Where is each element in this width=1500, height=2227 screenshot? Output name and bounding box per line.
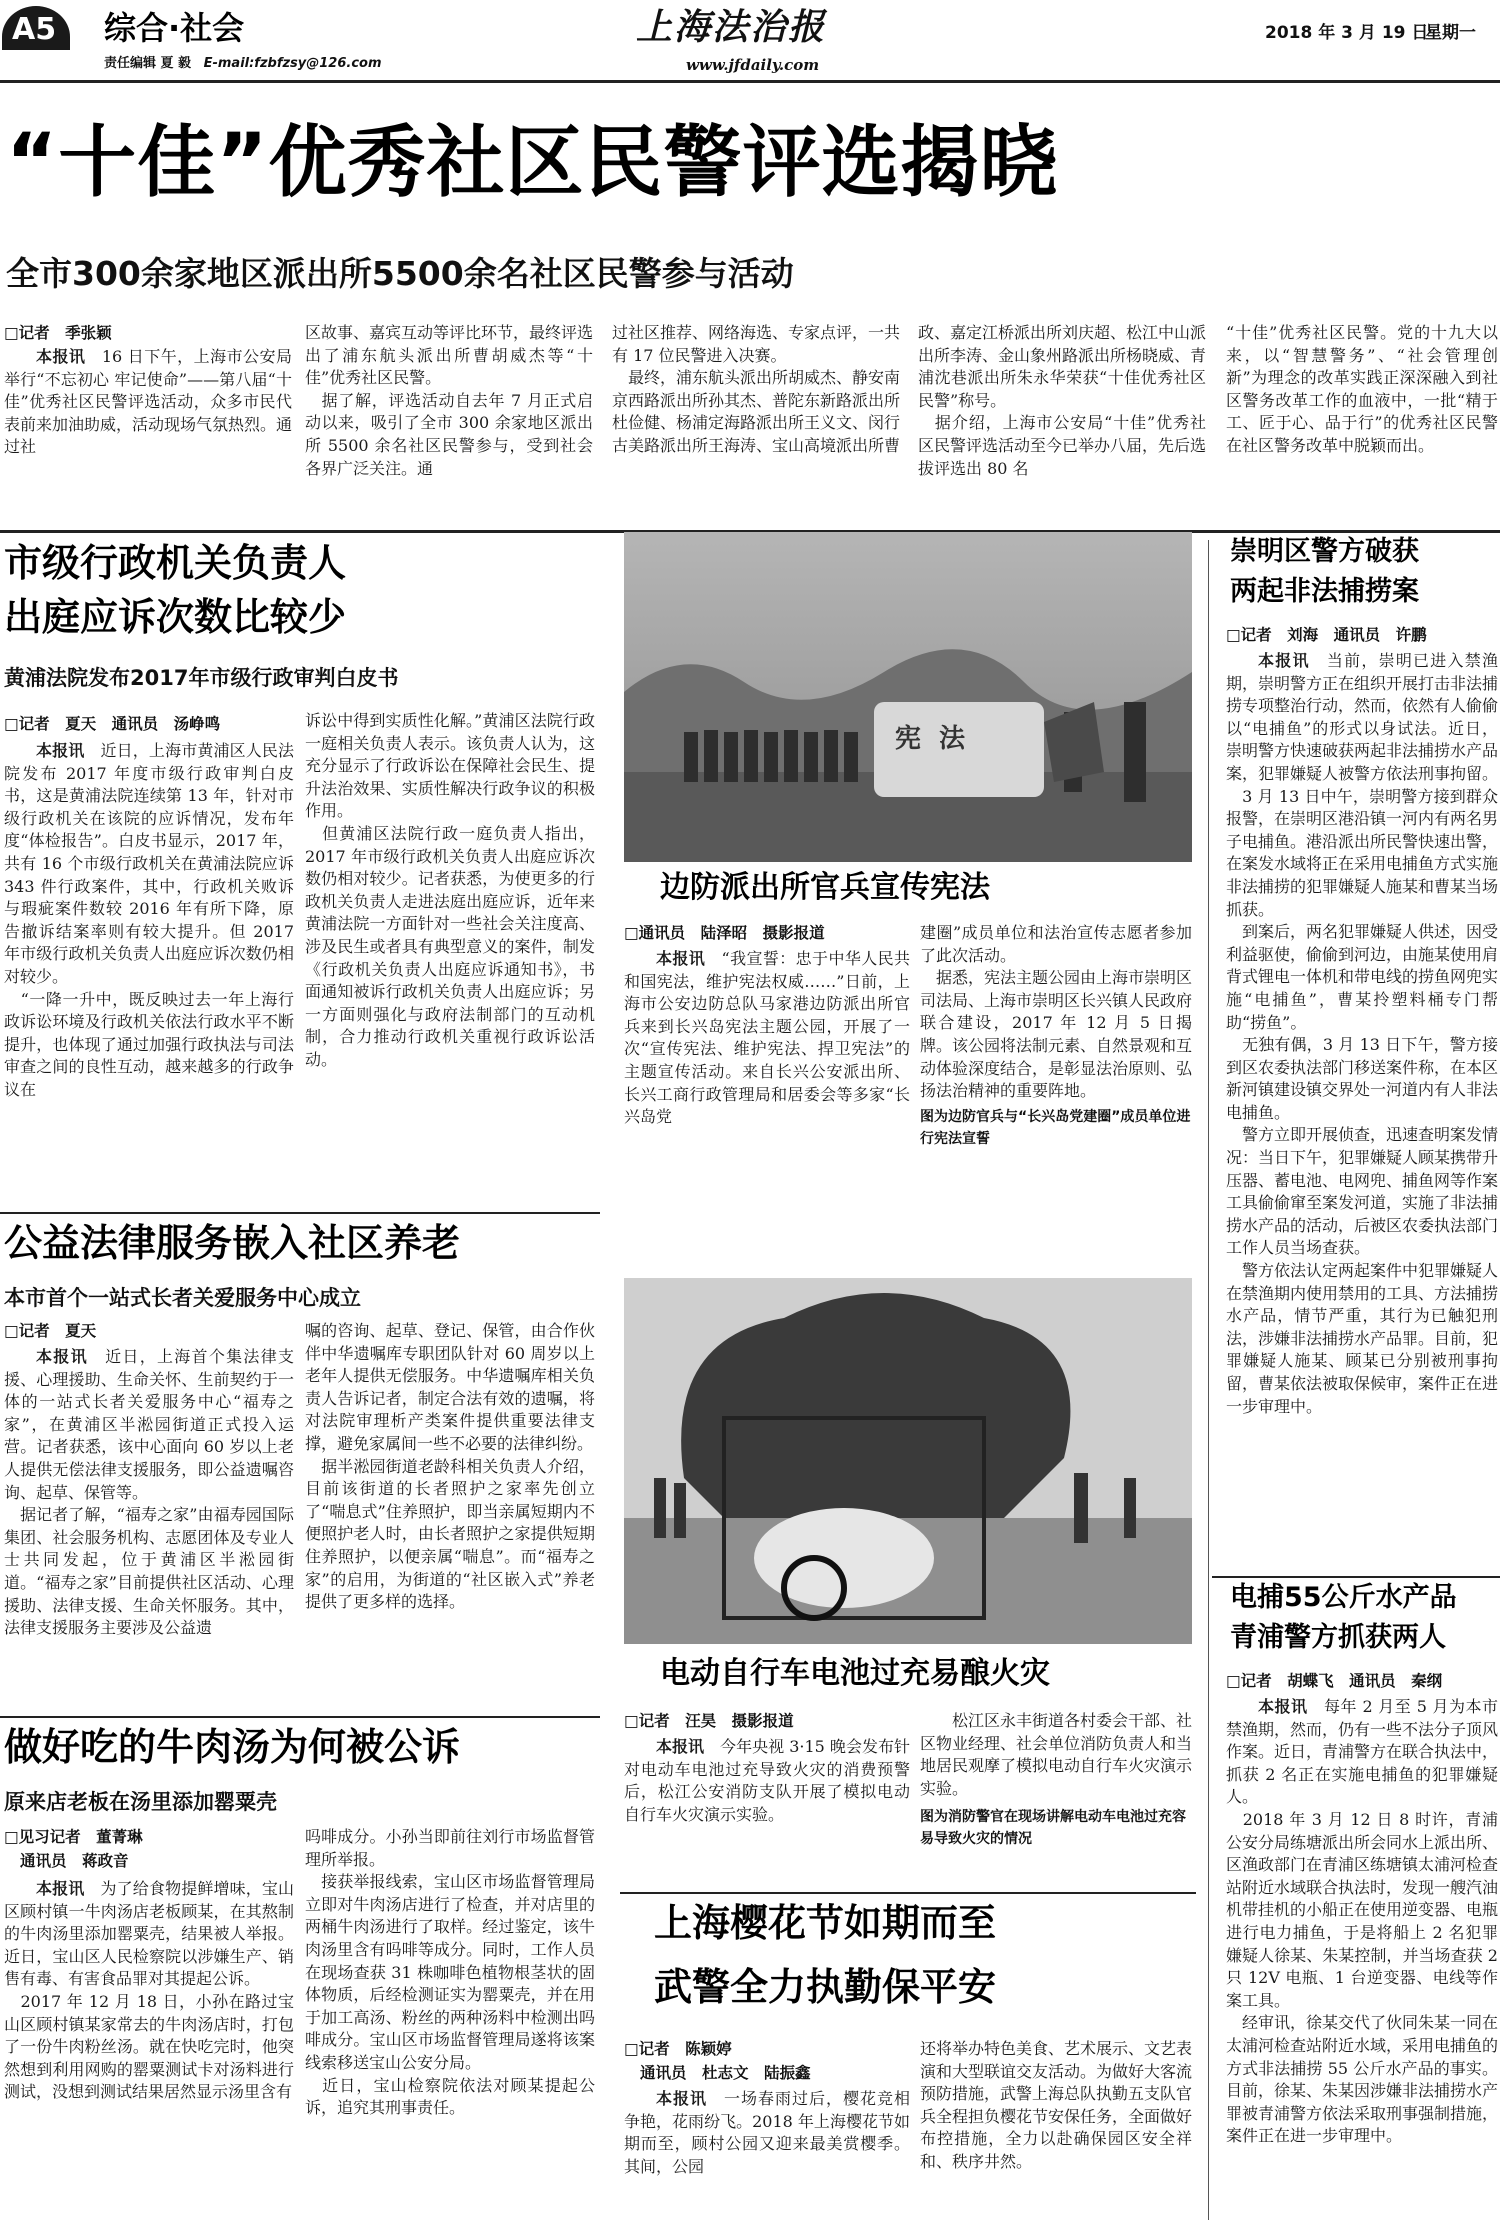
elder-headline: 公益法律服务嵌入社区养老 <box>4 1221 461 1265</box>
qingpu-headline-2: 青浦警方抓获两人 <box>1230 1622 1446 1653</box>
beef-byline-2: 通讯员 蒋政音 <box>20 1852 129 1870</box>
sakura-col-1-text: 本报讯 一场春雨过后，樱花竞相争艳，花雨纷飞。2018 年上海樱花节如期而至，顾村公园又迎来最美赏樱季。其间，公园 <box>624 2089 910 2176</box>
sakura-headline-2: 武警全力执勤保平安 <box>654 1965 997 2009</box>
photo2-caption: 图为消防警官在现场讲解电动车电池过充容易导致火灾的情况 <box>920 1809 1186 1847</box>
sakura-col-2 <box>920 2038 1192 2224</box>
elder-byline: □记者 夏天 <box>4 1322 97 1340</box>
sakura-top-rule <box>620 1892 1196 1894</box>
lead-col-1-text: 本报讯 16 日下午，上海市公安局举行“不忘初心 牢记使命”——第八届“十佳”优秀社区民警评选活动，众多市民代表前来加油助威，活动现场气氛热烈。通过社 <box>4 347 292 457</box>
photo1-headline: 边防派出所官兵宣传宪法 <box>660 870 990 905</box>
editor-name: 责任编辑 夏 毅 <box>104 56 192 71</box>
admin-byline: □记者 夏天 通讯员 汤峥鸣 <box>4 715 221 733</box>
photo1-col-2-text: 建圈”成员单位和法治宣传志愿者参加了此次活动。 据悉，宪法主题公园由上海市崇明区司法局、上海市崇明区长兴镇人民政府联合建设，2017 年 12 月 5 日揭牌。该公园将法制元素、自然景观和互动体验深度结合，是彰显法治原则、弘扬法治精神的重要阵地。 <box>920 923 1192 1101</box>
sakura-col-1 <box>624 2088 910 2224</box>
photo2-col-2 <box>920 1710 1192 1802</box>
photo-ebike-fire <box>624 1278 1192 1644</box>
beef-headline: 做好吃的牛肉汤为何被公诉 <box>4 1725 461 1769</box>
issue-weekday: 星期一 <box>1425 23 1476 43</box>
chongming-headline-2: 两起非法捕捞案 <box>1230 576 1419 607</box>
lead-col-5-text: “十佳”优秀社区民警。党的十九大以来，以“智慧警务”、“社会管理创新”为理念的改革实践正深深融入到社区警务改革工作的血液中，一批“精于工、匠于心、品于行”的优秀社区民警在社区警务改革中脱颖而出。 <box>1226 323 1498 455</box>
photo-constitution-stone-label: 宪法 <box>895 724 984 754</box>
right-column-divider <box>1208 540 1209 2220</box>
qingpu-body-text: 本报讯 每年 2 月至 5 月为本市禁渔期，然而，仍有一些不法分子顶风作案。近日，青浦警方在联合执法中，抓获 2 名正在实施电捕鱼的犯罪嫌疑人。 2018 年 3 月 12 日 8 时许，青浦公安分局练塘派出所会同水上派出所、区渔政部门在青浦区练塘镇太浦河检查站附近水域联合执法时，发现一艘汽油机带挂机的小船正在使用逆变器、电瓶进行电力捕鱼，于是将船上 2 名犯罪嫌疑人徐某、朱某控制，并当场查获 2 只 12V 电瓶、1 台逆变器、电线等作案工具。 经审讯，徐某交代了伙同朱某一同在太浦河检查站附近水域，采用电捕鱼的方式非法捕捞 55 公斤水产品的事实。目前，徐某、朱某因涉嫌非法捕捞水产罪被青浦警方依法采取刑事强制措施，案件正在进一步审理中。 <box>1226 1697 1498 2146</box>
elder-col-2-text: 嘱的咨询、起草、登记、保管，由合作伙伴中华遗嘱库专职团队针对 60 周岁以上老年人提供无偿服务。中华遗嘱库相关负责人告诉记者，制定合法有效的遗嘱，将对法院审理析产类案件提供重要法律支撑，避免家属间一些不必要的法律纠纷。 据半淞园街道老龄科相关负责人介绍，目前该街道的长者照护之家率先创立了“喘息式”住养照护，即当亲属短期内不便照护老人时，由长者照护之家提供短期住养照护，以便亲属“喘息”。而“福寿之家”的启用，为街道的“社区嵌入式”养老提供了更多样的选择。 <box>305 1321 595 1612</box>
photo2-col-1 <box>624 1736 910 1846</box>
qingpu-headline-1: 电捕55公斤水产品 <box>1230 1582 1457 1613</box>
chongming-bottom-rule <box>1212 1576 1500 1578</box>
qingpu-body <box>1226 1696 1498 2224</box>
photo1-byline: □通讯员 陆泽昭 摄影报道 <box>624 924 825 942</box>
elder-subhead: 本市首个一站式长者关爱服务中心成立 <box>4 1286 361 1310</box>
photo1-col-2 <box>920 922 1192 1102</box>
beef-col-1 <box>4 1878 294 2223</box>
sakura-byline-1: □记者 陈颖婷 <box>624 2040 732 2058</box>
beef-col-2 <box>305 1826 595 2223</box>
chongming-byline: □记者 刘海 通讯员 许鹏 <box>1226 626 1427 644</box>
photo1-col-1 <box>624 948 910 1200</box>
sakura-headline-1: 上海樱花节如期而至 <box>654 1901 997 1945</box>
lead-col-2 <box>305 322 593 526</box>
beef-col-1-text: 本报讯 为了给食物提鲜增味，宝山区顾村镇一牛肉汤店老板顾某，在其熬制的牛肉汤里添加罂粟壳，结果被人举报。近日，宝山区人民检察院以涉嫌生产、销售有毒、有害食品罪对其提起公诉。 2017 年 12 月 18 日，小孙在路过宝山区顾村镇某家常去的牛肉汤店时，打包了一份牛肉粉丝汤。就在快吃完时，他突然想到利用网购的罂粟测试卡对汤料进行测试，没想到测试结果居然显示汤里含有 <box>4 1879 294 2102</box>
chongming-headline-1: 崇明区警方破获 <box>1230 536 1419 567</box>
lead-col-4-text: 政、嘉定江桥派出所刘庆超、松江中山派出所李涛、金山象州路派出所杨晓威、青浦沈巷派出所朱永华荣获“十佳优秀社区民警”称号。 据介绍，上海市公安局“十佳”优秀社区民警评选活动至今已举办八届，先后选拔评选出 80 名 <box>918 323 1206 478</box>
admin-col-2-text: 诉讼中得到实质性化解。”黄浦区法院行政一庭相关负责人表示。该负责人认为，这充分显示了行政诉讼在保障社会民生、提升法治效果、实质性解决行政争议的积极作用。 但黄浦区法院行政一庭负责人指出，2017 年市级行政机关负责人出庭应诉次数仍相对较少。记者获悉，为使更多的行政机关负责人走进法庭出庭应诉，近年来黄浦法院一方面针对一些社会关注度高、涉及民生或者具有典型意义的案件，制发《行政机关负责人出庭应诉通知书》，书面通知被诉行政机关负责人出庭应诉；另一方面则强化与政府法制部门的互动机制，合力推动行政机关重视行政诉讼活动。 <box>305 711 595 1069</box>
sakura-col-2-text: 还将举办特色美食、艺术展示、文艺表演和大型联谊交友活动。为做好大客流预防措施，武警上海总队执勤五支队官兵全程担负樱花节安保任务，全面做好布控措施，全力以赴确保园区安全祥和、秩序井然。 <box>920 2039 1192 2171</box>
photo2-col-1-text: 本报讯 今年央视 3·15 晚会发布针对电动车电池过充导致火灾的消费预警后，松江公安消防支队开展了模拟电动自行车火灾演示实验。 <box>624 1737 910 1824</box>
photo2-col-2-text: 松江区永丰街道各村委会干部、社区物业经理、社会单位消防负责人和当地居民观摩了模拟电动自行车火灾演示实验。 <box>920 1711 1192 1798</box>
lead-headline: “十佳”优秀社区民警评选揭晓 <box>6 118 1059 208</box>
newspaper-url: www.jfdaily.com <box>686 56 820 74</box>
chongming-body <box>1226 650 1498 1570</box>
admin-subhead: 黄浦法院发布2017年市级行政审判白皮书 <box>4 666 399 690</box>
editor-line <box>104 56 382 72</box>
photo-constitution <box>624 532 1192 862</box>
admin-headline-1: 市级行政机关负责人 <box>4 541 347 585</box>
lead-col-4 <box>918 322 1206 526</box>
newspaper-logo: 上海法治报 <box>636 6 827 48</box>
chongming-body-text: 本报讯 当前，崇明已进入禁渔期，崇明警方正在组织开展打击非法捕捞专项整治行动，然而，依然有人偷偷以“电捕鱼”的形式以身试法。近日，崇明警方快速破获两起非法捕捞水产品案，犯罪嫌疑人被警方依法刑事拘留。 3 月 13 日中午，崇明警方接到群众报警，在崇明区港沿镇一河内有两名男子电捕鱼。港沿派出所民警快速出警，在案发水域将正在采用电捕鱼方式实施非法捕捞的犯罪嫌疑人施某和曹某当场抓获。 到案后，两名犯罪嫌疑人供述，因受利益驱使，偷偷到河边，由施某使用肩背式锂电一体机和带电线的捞鱼网兜实施“电捕鱼”，曹某拎塑料桶专门帮助“捞鱼”。 无独有偶，3 月 13 日下午，警方接到区农委执法部门移送案件称，在本区新河镇建设镇交界处一河道内有人非法电捕鱼。 警方立即开展侦查，迅速查明案发情况：当日下午，犯罪嫌疑人顾某携带升压器、蓄电池、电网兜、捕鱼网等作案工具偷偷窜至案发河道，实施了非法捕捞水产品的活动，后被区农委执法部门工作人员当场查获。 警方依法认定两起案件中犯罪嫌疑人在禁渔期内使用禁用的工具、方法捕捞水产品，情节严重，其行为已触犯刑法，涉嫌非法捕捞水产品罪。目前，犯罪嫌疑人施某、顾某已分别被刑事拘留，曹某依法被取保候审，案件正在进一步审理中。 <box>1226 651 1498 1416</box>
admin-bottom-rule <box>0 1212 600 1214</box>
beef-byline-1: □见习记者 董菁琳 <box>4 1828 143 1846</box>
elder-col-1 <box>4 1346 294 1710</box>
admin-col-2 <box>305 710 595 1208</box>
admin-col-1 <box>4 740 294 1206</box>
photo2-headline: 电动自行车电池过充易酿火灾 <box>660 1656 1050 1691</box>
lead-col-3-text: 过社区推荐、网络海选、专家点评，一共有 17 位民警进入决赛。 最终，浦东航头派出所胡威杰、静安南京西路派出所孙其杰、普陀东新路派出所杜俭健、杨浦定海路派出所王义文、闵行古美路派出所王海涛、宝山高境派出所曹 <box>612 323 900 455</box>
lead-byline: □记者 季张颖 <box>4 324 112 342</box>
admin-headline-2: 出庭应诉次数比较少 <box>4 595 347 639</box>
elder-col-1-text: 本报讯 近日，上海首个集法律支援、心理援助、生命关怀、生前契约于一体的一站式长者关爱服务中心“福寿之家”，在黄浦区半淞园街道正式投入运营。记者获悉，该中心面向 60 岁以上老人提供无偿法律支援服务，即公益遗嘱咨询、起草、保管等。 据记者了解，“福寿之家”由福寿园国际集团、社会服务机构、志愿团体及专业人士共同发起，位于黄浦区半淞园街道。“福寿之家”目前提供社区活动、心理援助、法律支援、生命关怀服务。其中，法律支援服务主要涉及公益遗 <box>4 1347 294 1638</box>
elder-bottom-rule <box>0 1716 600 1718</box>
lead-col-5 <box>1226 322 1498 526</box>
photo1-col-1-text: 本报讯 “我宣誓：忠于中华人民共和国宪法，维护宪法权威……”日前，上海市公安边防总队马家港边防派出所官兵来到长兴岛宪法主题公园，开展了一次“宣传宪法、维护宪法、捍卫宪法”的主题宣传活动。来自长兴公安派出所、长兴工商行政管理局和居委会等多家“长兴岛党 <box>624 949 910 1127</box>
qingpu-byline: □记者 胡蝶飞 通讯员 秦纲 <box>1226 1672 1443 1690</box>
page-number: A5 <box>12 12 57 47</box>
lead-col-2-text: 区故事、嘉宾互动等评比环节，最终评选出了浦东航头派出所曹胡威杰等“十佳”优秀社区民警。 据了解，评选活动自去年 7 月正式启动以来，吸引了全市 300 余家地区派出所 5500 余名社区民警参与，受到社会各界广泛关注。通 <box>305 323 593 478</box>
section-name: 综合·社会 <box>104 9 245 47</box>
lead-col-3 <box>612 322 900 526</box>
issue-date: 2018 年 3 月 19 日 <box>1265 23 1429 43</box>
photo2-byline: □记者 汪昊 摄影报道 <box>624 1712 794 1730</box>
masthead-rule <box>0 80 1500 83</box>
editor-email: E-mail:fzbfzsy@126.com <box>203 56 382 71</box>
lead-col-1 <box>4 346 292 526</box>
photo1-caption: 图为边防官兵与“长兴岛党建圈”成员单位进行宪法宣誓 <box>920 1109 1191 1147</box>
lead-subhead: 全市300余家地区派出所5500余名社区民警参与活动 <box>6 254 794 293</box>
elder-col-2 <box>305 1320 595 1712</box>
beef-col-2-text: 吗啡成分。小孙当即前往刘行市场监督管理所举报。 接获举报线索，宝山区市场监督管理局立即对牛肉汤店进行了检查，并对店里的两桶牛肉汤进行了取样。经过鉴定，该牛肉汤里含有吗啡等成分。同时，工作人员在现场查获 31 株咖啡色植物根茎状的固体物质，后经检测证实为罂粟壳，并在用于加工高汤、粉丝的两种汤料中检测出吗啡成分。宝山区市场监督管理局遂将该案线索移送宝山公安分局。 近日，宝山检察院依法对顾某提起公诉，追究其刑事责任。 <box>305 1827 595 2118</box>
beef-subhead: 原来店老板在汤里添加罂粟壳 <box>4 1790 277 1814</box>
admin-col-1-text: 本报讯 近日，上海市黄浦区人民法院发布 2017 年度市级行政审判白皮书，这是黄浦法院连续第 13 年，针对市级行政机关在该院的应诉情况，发布年度“体检报告”。白皮书显示，2017 年，共有 16 个市级行政机关在黄浦法院应诉 343 件行政案件，其中，行政机关败诉与瑕疵案件数较 2016 年有所下降，原告撤诉结案率则有较大提升。但 2017 年市级行政机关负责人出庭应诉次数仍相对较少。 “一降一升中，既反映过去一年上海行政诉讼环境及行政机关依法行政水平不断提升，也体现了通过加强行政执法与司法审查之间的良性互动，越来越多的行政争议在 <box>4 741 294 1099</box>
sakura-byline-2: 通讯员 杜志文 陆振鑫 <box>640 2064 811 2082</box>
